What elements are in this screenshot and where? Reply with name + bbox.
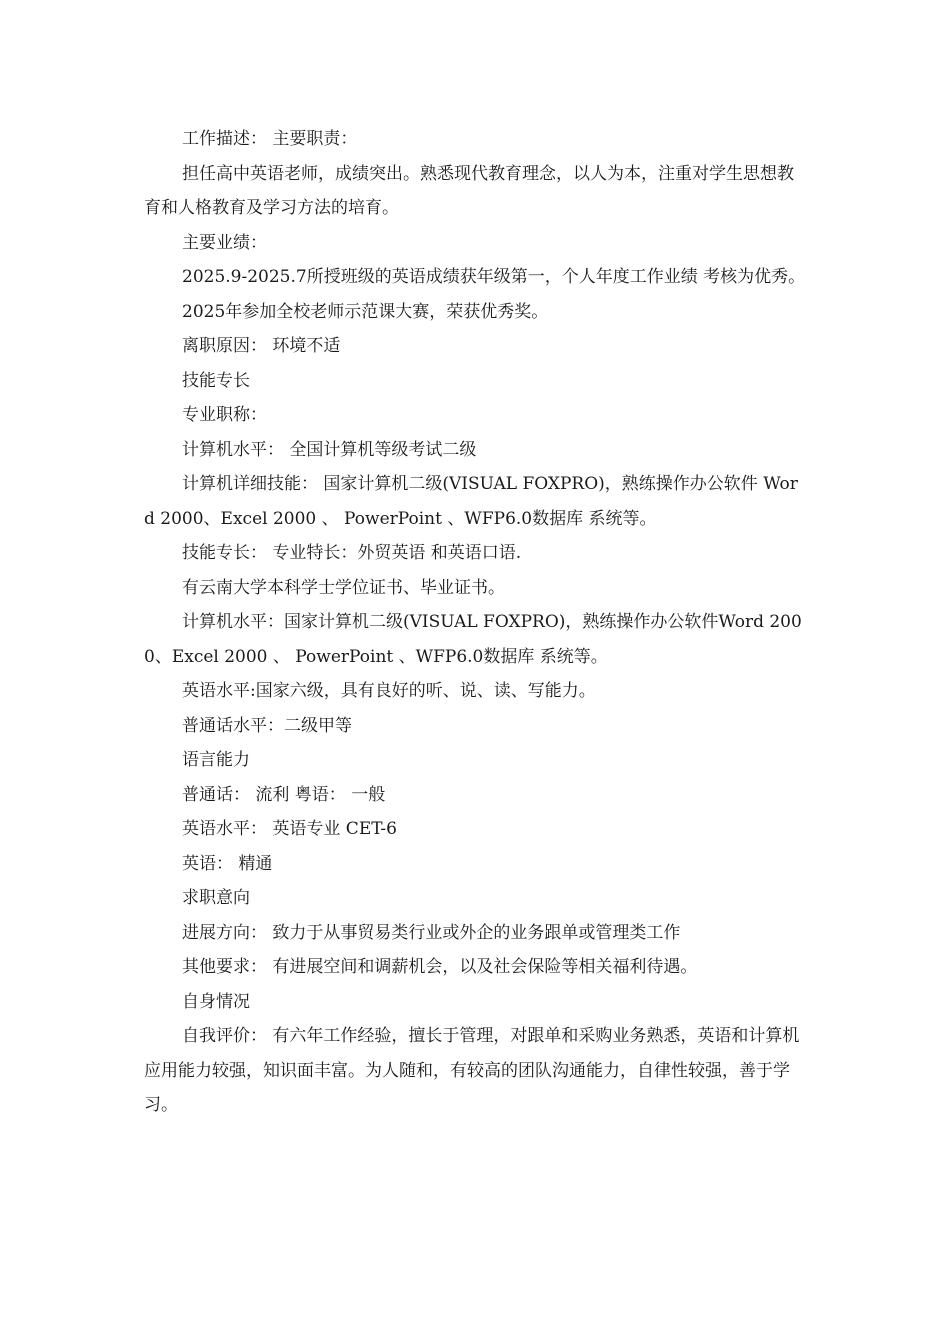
paragraph-job-description: 工作描述： 主要职责： — [182, 129, 358, 149]
paragraph-certificates: 有云南大学本科学士学位证书、毕业证书。 — [182, 577, 505, 598]
paragraph-achievement-2: 2025年参加全校老师示范课大赛，荣获优秀奖。 — [182, 301, 549, 322]
paragraph-self-evaluation: 自我评价： 有六年工作经验，擅长于管理，对跟单和采购业务熟悉，英语和计算机应用能力较强，知识面丰富。为人随和，有较高的团队沟通能力，自律性较强，善于学习。 — [144, 1026, 800, 1115]
paragraph-achievement-1: 2025.9-2025.7所授班级的英语成绩获年级第一，个人年度工作业绩 考核为优秀。 — [182, 267, 806, 287]
paragraph-duties: 担任高中英语老师，成绩突出。熟悉现代教育理念，以人为本，注重对学生思想教育和人格教育及学习方法的培育。 — [144, 163, 794, 218]
document-body — [144, 122, 806, 1123]
paragraph-computer-level: 计算机水平： 全国计算机等级考试二级 — [182, 439, 477, 460]
paragraph-english-proficiency: 英语： 精通 — [182, 853, 273, 874]
paragraph-other-requirements: 其他要求： 有进展空间和调薪机会，以及社会保险等相关福利待遇。 — [182, 957, 698, 977]
paragraph-title: 专业职称： — [182, 405, 267, 425]
paragraph-computer-level-2: 计算机水平：国家计算机二级(VISUAL FOXPRO)，熟练操作办公软件Word 2000、Excel 2000 、 PowerPoint 、WFP6.0数据库 系统等。 — [144, 612, 802, 667]
section-heading-job-intention: 求职意向 — [182, 888, 250, 908]
paragraph-leaving-reason: 离职原因： 环境不适 — [182, 336, 341, 356]
paragraph-english-cet: 英语水平： 英语专业 CET-6 — [182, 819, 397, 839]
paragraph-specialty: 技能专长： 专业特长：外贸英语 和英语口语. — [182, 543, 522, 563]
paragraph-career-direction: 进展方向： 致力于从事贸易类行业或外企的业务跟单或管理类工作 — [182, 922, 681, 943]
paragraph-mandarin-cantonese: 普通话： 流利 粤语： 一般 — [182, 784, 386, 805]
paragraph-achievements-heading: 主要业绩： — [182, 232, 267, 253]
paragraph-mandarin-level: 普通话水平：二级甲等 — [182, 715, 352, 736]
paragraph-computer-skills: 计算机详细技能： 国家计算机二级(VISUAL FOXPRO)，熟练操作办公软件 Word 2000、Excel 2000 、 PowerPoint 、WFP6.0数据库 系统等。 — [144, 474, 798, 529]
section-heading-skills: 技能专长 — [182, 370, 250, 391]
paragraph-english-level: 英语水平:国家六级，具有良好的听、说、读、写能力。 — [182, 681, 596, 701]
section-heading-self: 自身情况 — [182, 991, 250, 1012]
section-heading-language: 语言能力 — [182, 750, 250, 770]
